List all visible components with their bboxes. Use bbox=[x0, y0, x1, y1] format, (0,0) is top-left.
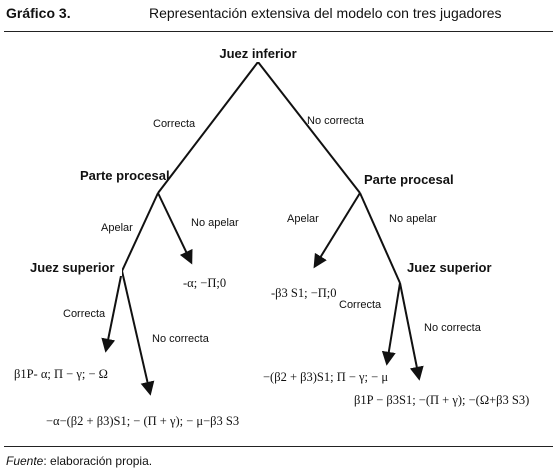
edge-rr-not-correct bbox=[400, 283, 419, 378]
edge-rr-correct bbox=[387, 283, 400, 363]
node-left-judge-label: Juez superior bbox=[30, 260, 115, 275]
payoff-rr-not-correct: β1P − β3S1; −(Π + γ); −(Ω+β3 S3) bbox=[354, 393, 530, 407]
edge-label-right-appeal: Apelar bbox=[287, 213, 319, 225]
payoff-ll-correct: β1P- α; Π − γ; − Ω bbox=[14, 367, 108, 381]
footnote-label: Fuente bbox=[6, 454, 44, 468]
edge-label-root-not-correct: No correcta bbox=[307, 115, 364, 127]
edge-label-right-no-appeal: No apelar bbox=[389, 213, 437, 225]
payoff-left-no-appeal: -α; −Π;0 bbox=[183, 276, 227, 290]
edge-label-ll-not-correct: No correcta bbox=[152, 333, 209, 345]
edge-root-right bbox=[258, 62, 360, 193]
edge-label-left-no-appeal: No apelar bbox=[191, 217, 239, 229]
node-right-label: Parte procesal bbox=[364, 172, 454, 187]
figure-title: Representación extensiva del modelo con tres jugadores bbox=[149, 5, 502, 21]
payoff-right-appeal: -β3 S1; −Π;0 bbox=[271, 286, 337, 300]
node-right-judge-label: Juez superior bbox=[407, 260, 492, 275]
edge-label-root-correct: Correcta bbox=[153, 118, 196, 130]
bottom-rule bbox=[4, 446, 553, 447]
footnote bbox=[6, 454, 152, 468]
edge-left-no-appeal bbox=[158, 193, 191, 262]
edge-ll-not-correct bbox=[122, 271, 150, 393]
edge-label-ll-correct: Correcta bbox=[63, 308, 106, 320]
edge-right-no-appeal bbox=[360, 193, 400, 283]
edge-ll-correct bbox=[106, 271, 122, 350]
footnote-text: : elaboración propia. bbox=[43, 454, 153, 468]
node-root-label: Juez inferior bbox=[219, 46, 297, 61]
edge-label-rr-correct: Correcta bbox=[339, 299, 382, 311]
edge-label-rr-not-correct: No correcta bbox=[424, 322, 481, 334]
node-left-label: Parte procesal bbox=[80, 168, 170, 183]
edge-right-appeal bbox=[315, 193, 360, 266]
payoff-ll-not-correct: −α−(β2 + β3)S1; − (Π + γ); − μ−β3 S3 bbox=[46, 414, 240, 428]
figure-number: Gráfico 3. bbox=[6, 5, 71, 21]
payoff-rr-correct: −(β2 + β3)S1; Π − γ; − μ bbox=[263, 370, 389, 384]
edge-label-left-appeal: Apelar bbox=[101, 222, 133, 234]
